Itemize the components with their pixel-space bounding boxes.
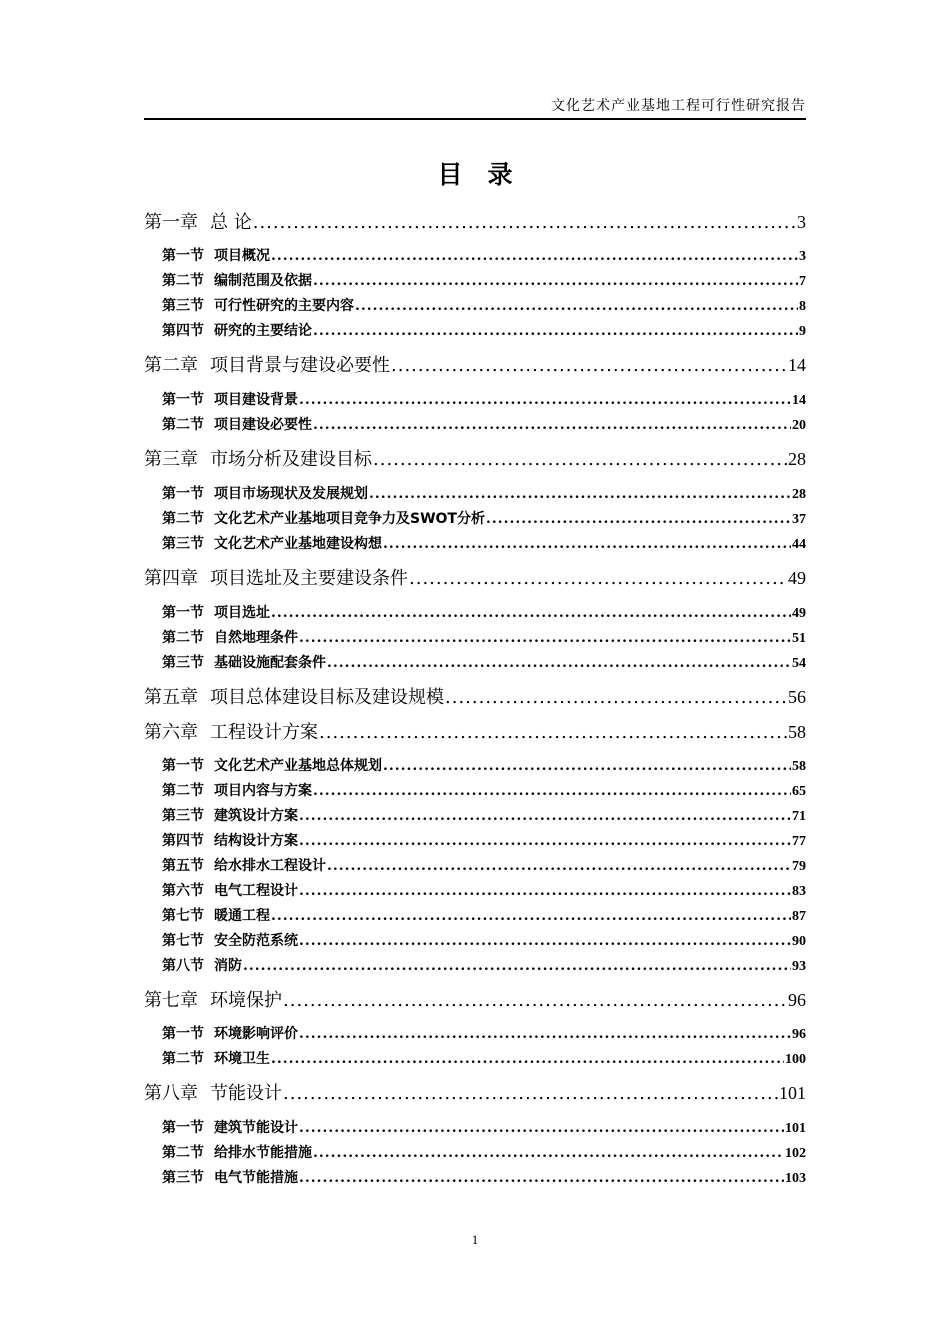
toc-chapter-entry[interactable] — [144, 1079, 806, 1107]
toc-dot-leader — [327, 652, 791, 674]
toc-entry-page: 103 — [785, 1171, 806, 1186]
toc-section-entry[interactable] — [162, 1142, 806, 1164]
toc-entry-page: 102 — [785, 1146, 806, 1161]
toc-entry-number: 第三章 — [144, 449, 198, 470]
toc-section-entry[interactable] — [162, 602, 806, 624]
toc-entry-number: 第一节 — [162, 392, 204, 408]
page-number: 1 — [471, 1232, 479, 1247]
toc-section-entry[interactable] — [162, 830, 806, 852]
toc-dot-leader — [486, 508, 791, 530]
toc-entry-title: 基础设施配套条件 — [214, 655, 326, 671]
toc-entry-title: 文化艺术产业基地建设构想 — [214, 536, 382, 552]
toc-section-entry[interactable] — [162, 320, 806, 342]
toc-entry-number: 第三节 — [162, 655, 204, 671]
toc-entry-title: 项目总体建设目标及建设规模 — [210, 687, 444, 708]
toc-entry-page: 49 — [788, 568, 806, 588]
toc-entry-title: 环境影响评价 — [214, 1026, 298, 1042]
toc-dot-leader — [373, 446, 787, 473]
toc-entry-title: 总 论 — [210, 212, 252, 233]
toc-dot-leader — [391, 352, 787, 379]
toc-section-entry[interactable] — [162, 930, 806, 952]
toc-entry-title: 建筑设计方案 — [214, 808, 298, 824]
toc-entry-title: 市场分析及建设目标 — [210, 449, 372, 470]
toc-entry-page: 77 — [792, 834, 806, 849]
toc-entry-page: 100 — [785, 1052, 806, 1067]
toc-section-entry[interactable] — [162, 389, 806, 411]
toc-section-entry[interactable] — [162, 1048, 806, 1070]
toc-entry-number: 第一章 — [144, 212, 198, 233]
toc-dot-leader — [271, 602, 791, 624]
toc-entry-page: 44 — [792, 537, 806, 552]
toc-dot-leader — [299, 830, 791, 852]
toc-entry-number: 第八节 — [162, 958, 204, 974]
toc-dot-leader — [271, 245, 798, 267]
toc-entry-title: 项目选址 — [214, 605, 270, 621]
toc-entry-number: 第七节 — [162, 908, 204, 924]
toc-entry-title: 项目建设背景 — [214, 392, 298, 408]
toc-entry-page: 20 — [792, 418, 806, 433]
toc-entry-page: 101 — [779, 1083, 806, 1103]
toc-entry-page: 28 — [788, 449, 806, 469]
toc-entry-title: 环境保护 — [210, 990, 282, 1011]
toc-entry-number: 第一节 — [162, 1026, 204, 1042]
toc-entry-number: 第二节 — [162, 783, 204, 799]
toc-entry-number: 第二节 — [162, 273, 204, 289]
toc-entry-title: 结构设计方案 — [214, 833, 298, 849]
toc-entry-title: 暖通工程 — [214, 908, 270, 924]
toc-section-entry[interactable] — [162, 1023, 806, 1045]
toc-dot-leader — [243, 955, 791, 977]
toc-entry-number: 第四章 — [144, 568, 198, 589]
toc-chapter-entry[interactable] — [144, 683, 806, 711]
toc-entry-title: 项目建设必要性 — [214, 417, 312, 433]
toc-section-entry[interactable] — [162, 533, 806, 555]
toc-entry-page: 90 — [792, 934, 806, 949]
toc-entry-page: 101 — [785, 1121, 806, 1136]
toc-entry-number: 第一节 — [162, 1120, 204, 1136]
toc-entry-number: 第三节 — [162, 808, 204, 824]
toc-entry-number: 第五节 — [162, 858, 204, 874]
toc-section-entry[interactable] — [162, 652, 806, 674]
toc-dot-leader — [355, 295, 798, 317]
toc-entry-page: 49 — [792, 606, 806, 621]
toc-section-entry[interactable] — [162, 270, 806, 292]
toc-dot-leader — [253, 209, 796, 236]
toc-entry-number: 第三节 — [162, 536, 204, 552]
toc-entry-title: 给水排水工程设计 — [214, 858, 326, 874]
toc-entry-title: 项目市场现状及发展规划 — [214, 486, 368, 502]
toc-section-entry[interactable] — [162, 955, 806, 977]
toc-section-entry[interactable] — [162, 414, 806, 436]
toc-entry-page: 56 — [788, 687, 806, 707]
toc-entry-number: 第五章 — [144, 687, 198, 708]
toc-entry-number: 第六章 — [144, 722, 198, 743]
toc-entry-number: 第一节 — [162, 605, 204, 621]
toc-entry-number: 第七节 — [162, 933, 204, 949]
toc-entry-title: 环境卫生 — [214, 1051, 270, 1067]
toc-entry-title: 节能设计 — [210, 1083, 282, 1104]
toc-entry-page: 71 — [792, 809, 806, 824]
toc-dot-leader — [299, 389, 791, 411]
toc-entry-page: 83 — [792, 884, 806, 899]
toc-entry-page: 58 — [788, 722, 806, 742]
toc-entry-title: 工程设计方案 — [210, 722, 318, 743]
toc-entry-number: 第二节 — [162, 417, 204, 433]
toc-dot-leader — [327, 855, 791, 877]
toc-dot-leader — [283, 987, 787, 1014]
toc-entry-title: 项目背景与建设必要性 — [210, 355, 390, 376]
toc-section-entry[interactable] — [162, 1167, 806, 1189]
toc-entry-number: 第一节 — [162, 248, 204, 264]
toc-dot-leader — [313, 780, 791, 802]
toc-dot-leader — [299, 1023, 791, 1045]
toc-entry-page: 51 — [792, 631, 806, 646]
toc-entry-title: 文化艺术产业基地总体规划 — [214, 758, 382, 774]
toc-chapter-entry[interactable] — [144, 351, 806, 379]
toc-entry-page: 28 — [792, 487, 806, 502]
toc-entry-title: 项目选址及主要建设条件 — [210, 568, 408, 589]
toc-section-entry[interactable] — [162, 1117, 806, 1139]
toc-entry-number: 第七章 — [144, 990, 198, 1011]
toc-entry-number: 第三节 — [162, 1170, 204, 1186]
toc-entry-title: 自然地理条件 — [214, 630, 298, 646]
toc-section-entry[interactable] — [162, 905, 806, 927]
toc-title: 目 录 — [437, 160, 513, 189]
toc-section-entry[interactable] — [162, 755, 806, 777]
toc-dot-leader — [383, 533, 791, 555]
toc-entry-title: 消防 — [214, 958, 242, 974]
toc-chapter-entry[interactable] — [144, 564, 806, 592]
toc-dot-leader — [369, 483, 791, 505]
toc-entry-page: 8 — [799, 299, 806, 314]
toc-entry-title: 可行性研究的主要内容 — [214, 298, 354, 314]
toc-entry-page: 14 — [788, 355, 806, 375]
toc-entry-page: 96 — [792, 1027, 806, 1042]
toc-dot-leader — [271, 1048, 784, 1070]
toc-dot-leader — [271, 905, 791, 927]
toc-entry-title: 研究的主要结论 — [214, 323, 312, 339]
toc-entry-page: 58 — [792, 759, 806, 774]
toc-dot-leader — [299, 627, 791, 649]
toc-entry-page: 3 — [797, 212, 806, 232]
toc-chapter-entry[interactable] — [144, 718, 806, 746]
toc-chapter-entry[interactable] — [144, 208, 806, 236]
toc-entry-page: 3 — [799, 249, 806, 264]
toc-dot-leader — [319, 719, 787, 746]
toc-section-entry[interactable] — [162, 483, 806, 505]
toc-dot-leader — [383, 755, 791, 777]
toc-entry-page: 96 — [788, 990, 806, 1010]
toc-section-entry[interactable] — [162, 627, 806, 649]
toc-entry-page: 14 — [792, 393, 806, 408]
toc-dot-leader — [409, 565, 787, 592]
toc-entry-page: 65 — [792, 784, 806, 799]
toc-section-entry[interactable] — [162, 780, 806, 802]
toc-dot-leader — [445, 684, 787, 711]
toc-entry-number: 第三节 — [162, 298, 204, 314]
toc-entry-number: 第一节 — [162, 486, 204, 502]
toc-entry-page: 93 — [792, 959, 806, 974]
toc-entry-title: 电气节能措施 — [214, 1170, 298, 1186]
toc-entry-number: 第一节 — [162, 758, 204, 774]
toc-entry-title: 给排水节能措施 — [214, 1145, 312, 1161]
toc-entry-title: 安全防范系统 — [214, 933, 298, 949]
toc-entry-page: 7 — [799, 274, 806, 289]
toc-entry-page: 79 — [792, 859, 806, 874]
toc-dot-leader — [313, 320, 798, 342]
toc-dot-leader — [313, 414, 791, 436]
toc-section-entry[interactable] — [162, 880, 806, 902]
toc-entry-title: 编制范围及依据 — [214, 273, 312, 289]
toc-entry-title: 文化艺术产业基地项目竞争力及SWOT分析 — [214, 511, 485, 527]
toc-section-entry[interactable] — [162, 855, 806, 877]
toc-dot-leader — [299, 1167, 784, 1189]
toc-chapter-entry[interactable] — [144, 986, 806, 1014]
toc-section-entry[interactable] — [162, 805, 806, 827]
toc-entry-number: 第四节 — [162, 833, 204, 849]
toc-entry-number: 第二节 — [162, 511, 204, 527]
toc-entry-number: 第二节 — [162, 1051, 204, 1067]
toc-section-entry[interactable] — [162, 508, 806, 530]
toc-dot-leader — [299, 1117, 784, 1139]
toc-entry-number: 第八章 — [144, 1083, 198, 1104]
toc-entry-page: 87 — [792, 909, 806, 924]
toc-entry-title: 电气工程设计 — [214, 883, 298, 899]
toc-dot-leader — [313, 270, 798, 292]
toc-dot-leader — [283, 1080, 778, 1107]
toc-entry-title: 项目概况 — [214, 248, 270, 264]
toc-entry-number: 第四节 — [162, 323, 204, 339]
toc-section-entry[interactable] — [162, 245, 806, 267]
toc-dot-leader — [299, 880, 791, 902]
toc-dot-leader — [313, 1142, 784, 1164]
toc-section-entry[interactable] — [162, 295, 806, 317]
toc-entry-page: 37 — [792, 512, 806, 527]
toc-entry-number: 第二节 — [162, 1145, 204, 1161]
toc-chapter-entry[interactable] — [144, 445, 806, 473]
running-header: 文化艺术产业基地工程可行性研究报告 — [144, 96, 806, 120]
toc-entry-page: 9 — [799, 324, 806, 339]
toc-entry-number: 第二章 — [144, 355, 198, 376]
toc-entry-page: 54 — [792, 656, 806, 671]
toc-dot-leader — [299, 930, 791, 952]
toc-entry-title: 项目内容与方案 — [214, 783, 312, 799]
toc-entry-number: 第二节 — [162, 630, 204, 646]
toc-dot-leader — [299, 805, 791, 827]
toc-entry-number: 第六节 — [162, 883, 204, 899]
toc-entry-title: 建筑节能设计 — [214, 1120, 298, 1136]
